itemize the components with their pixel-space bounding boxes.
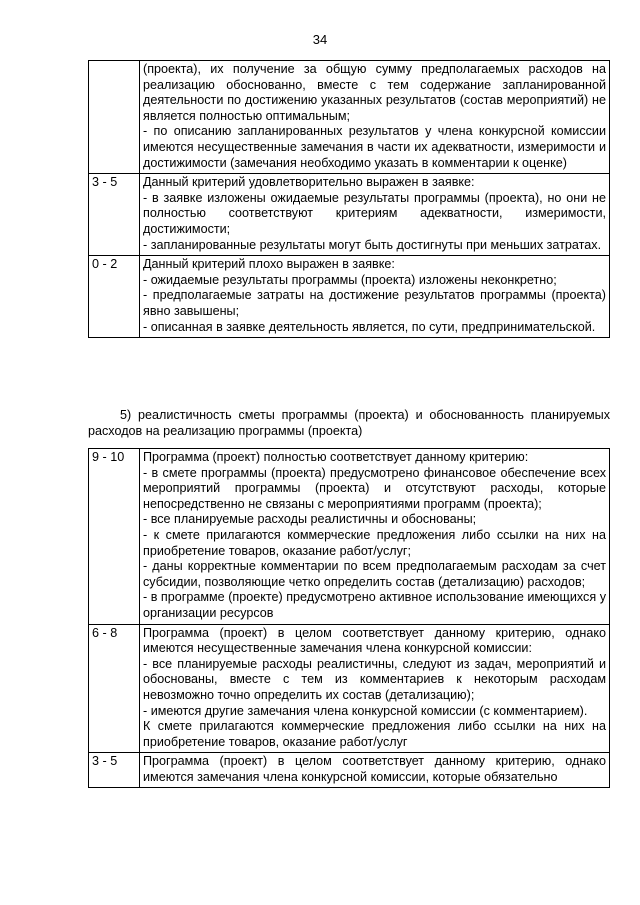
description-line: Программа (проект) в целом соответствует данному критерию, однако имеются замечания члена конкурсной комиссии, которые обязательно [143,754,606,784]
criteria-table-4 [88,60,610,338]
criterion-5-heading [88,408,610,439]
description-cell [140,449,610,625]
score-cell: 3 - 5 [89,753,140,788]
description-line: К смете прилагаются коммерческие предложения либо ссылки на них на приобретение товаров, оказание работ/услуг [143,719,606,749]
score-cell: 0 - 2 [89,256,140,338]
description-line: Программа (проект) в целом соответствует данному критерию, однако имеются несущественные замечания члена конкурсной комиссии: [143,625,606,656]
description-line: - в заявке изложены ожидаемые результаты программы (проекта), но они не полностью соответствуют критериям адекватности, измеримости, достижимости; [143,190,606,236]
criteria-row [89,624,610,753]
score-cell: 6 - 8 [89,624,140,753]
description-line: Данный критерий удовлетворительно выражен в заявке: [143,175,475,190]
score-cell: 9 - 10 [89,449,140,625]
description-line: - к смете прилагаются коммерческие предложения либо ссылки на них на приобретение товаров, оказание работ/услуг; [143,527,606,558]
description-cell [140,256,610,338]
page-number: 34 [312,32,328,47]
description-line: - даны корректные комментарии по всем предполагаемым расходам за счет субсидии, позволяющие четко определить состав (детализацию) расходов; [143,559,606,589]
description-line: - по описанию запланированных результатов у члена конкурсной комиссии имеются несущественные замечания в части их адекватности, измеримости и достижимости (замечания необходимо указать в комментарии к оценке) [143,124,606,170]
criteria-row [89,256,610,338]
description-line: - все планируемые расходы реалистичны, следуют из задач, мероприятий и обоснованы, вместе с тем из комментариев к некоторым расходам невозможно точно определить их состав (детализацию); [143,656,606,702]
description-cell [140,753,610,788]
criteria-row [89,753,610,788]
score-cell: 3 - 5 [89,174,140,256]
description-line: - предполагаемые затраты на достижение результатов программы (проекта) явно завышены; [143,288,606,318]
description-line: - все планируемые расходы реалистичны и обоснованы; [143,512,477,527]
description-line: - описанная в заявке деятельность является, по сути, предпринимательской. [143,319,596,334]
description-line: - запланированные результаты могут быть достигнуты при меньших затратах. [143,237,602,252]
criteria-row [89,449,610,625]
criteria-row [89,174,610,256]
description-line: - ожидаемые результаты программы (проекта) изложены неконкретно; [143,272,557,287]
description-line: - имеются другие замечания члена конкурсной комиссии (с комментарием). [143,703,588,718]
criteria-row [89,61,610,174]
description-line: (проекта), их получение за общую сумму предполагаемых расходов на реализацию обоснованно, вместе с тем содержание запланированной деятельности по достижению указанных результатов (состав мероприятий) не является полностью оптимальным; [143,62,606,123]
criteria-table-5 [88,448,610,788]
description-line: - в программе (проекте) предусмотрено активное использование имеющихся у организации ресурсов [143,590,606,620]
description-line: Программа (проект) полностью соответствует данному критерию: [143,450,529,464]
description-cell [140,61,610,174]
description-cell [140,624,610,753]
description-line: Данный критерий плохо выражен в заявке: [143,257,395,272]
description-cell [140,174,610,256]
criterion-5-text: 5) реалистичность сметы программы (проекта) и обоснованность планируемых расходов на реализацию программы (проекта) [88,408,610,438]
description-line: - в смете программы (проекта) предусмотрено финансовое обеспечение всех мероприятий программы (проекта) и отсутствуют расходы, которые непосредственно не связаны с мероприятиями программ (проекта); [143,465,606,511]
score-cell [89,61,140,174]
